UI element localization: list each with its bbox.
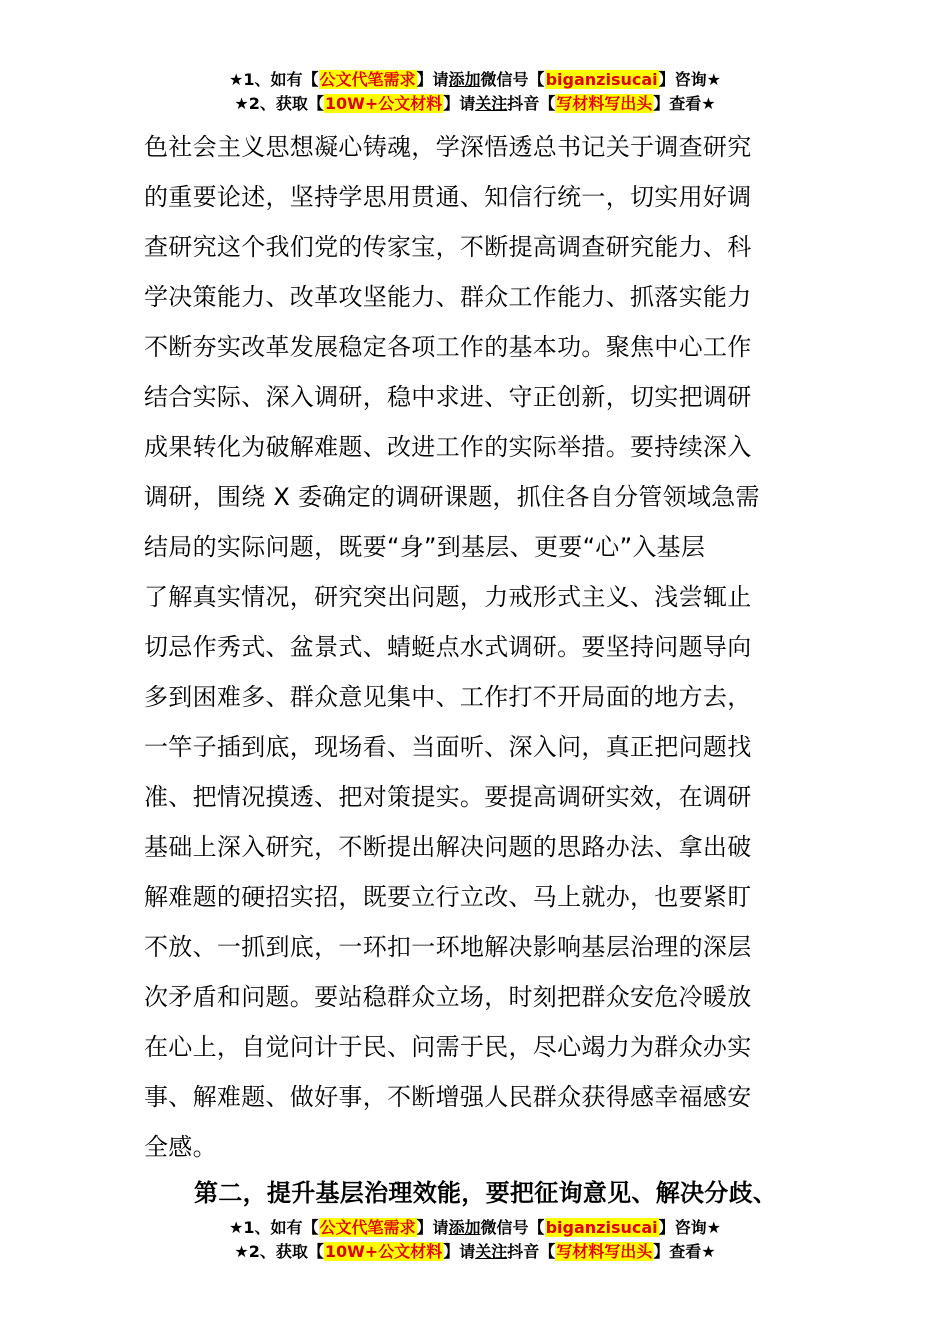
banner-text: 】咨询★ — [658, 1218, 721, 1237]
document-body — [144, 122, 812, 1172]
banner-text: 】查看★ — [653, 94, 716, 113]
banner-text-underlined: 关注 — [475, 94, 508, 113]
banner-text: 】查看★ — [653, 1242, 716, 1261]
body-line: 解难题的硬招实招，既要立行立改、马上就办，也要紧盯 — [144, 883, 752, 911]
banner-text-underlined: 添加 — [448, 70, 481, 89]
body-line: 的重要论述，坚持学思用贯通、知信行统一，切实用好调 — [144, 183, 752, 211]
banner-text: 抖音【 — [507, 94, 556, 113]
banner-text-underlined: 关注 — [475, 1242, 508, 1261]
banner-text: 】请 — [443, 1242, 476, 1261]
footer-banner — [0, 1216, 950, 1264]
highlight-wechat-id: biganzisucai — [545, 70, 658, 89]
banner-line-1 — [0, 1216, 950, 1240]
body-line: 在心上，自觉问计于民、问需于民，尽心竭力为群众办实 — [144, 1033, 752, 1061]
highlight-douyin-account: 写材料写出头 — [556, 94, 653, 113]
body-line: 结合实际、深入调研，稳中求进、守正创新，切实把调研 — [144, 383, 752, 411]
banner-line-2 — [0, 92, 950, 116]
banner-text: 】咨询★ — [658, 70, 721, 89]
highlight-materials: 10W+公文材料 — [324, 94, 443, 113]
banner-text: ★1、如有【 — [229, 1218, 319, 1237]
banner-text: 微信号【 — [480, 1218, 545, 1237]
section-heading: 第二，提升基层治理效能，要把征询意见、解决分歧、 — [194, 1179, 778, 1207]
highlight-douyin-account: 写材料写出头 — [556, 1242, 653, 1261]
body-line: 成果转化为破解难题、改进工作的实际举措。要持续深入 — [144, 433, 752, 461]
header-banner — [0, 68, 950, 116]
body-line: 全感。 — [144, 1133, 217, 1161]
body-line: 多到困难多、群众意见集中、工作打不开局面的地方去， — [144, 683, 752, 711]
highlight-service: 公文代笔需求 — [319, 1218, 416, 1237]
body-line: 结局的实际问题，既要“身”到基层、更要“心”入基层 — [144, 533, 706, 561]
banner-line-2 — [0, 1240, 950, 1264]
body-line: 查研究这个我们党的传家宝，不断提高调查研究能力、科 — [144, 233, 752, 261]
highlight-service: 公文代笔需求 — [319, 70, 416, 89]
banner-text: 微信号【 — [480, 70, 545, 89]
banner-text: ★1、如有【 — [229, 70, 319, 89]
body-line: 学决策能力、改革攻坚能力、群众工作能力、抓落实能力 — [144, 283, 752, 311]
body-line: 了解真实情况，研究突出问题，力戒形式主义、浅尝辄止 — [144, 583, 752, 611]
banner-line-1 — [0, 68, 950, 92]
banner-text: ★2、获取【 — [234, 94, 324, 113]
banner-text: ★2、获取【 — [234, 1242, 324, 1261]
body-line: 调研，围绕 X 委确定的调研课题，抓住各自分管领域急需 — [144, 483, 760, 511]
banner-text-underlined: 添加 — [448, 1218, 481, 1237]
body-line: 次矛盾和问题。要站稳群众立场，时刻把群众安危冷暖放 — [144, 983, 752, 1011]
body-line: 基础上深入研究，不断提出解决问题的思路办法、拿出破 — [144, 833, 752, 861]
highlight-materials: 10W+公文材料 — [324, 1242, 443, 1261]
banner-text: 】请 — [416, 70, 449, 89]
body-line: 不放、一抓到底，一环扣一环地解决影响基层治理的深层 — [144, 933, 752, 961]
body-line: 切忌作秀式、盆景式、蜻蜓点水式调研。要坚持问题导向 — [144, 633, 752, 661]
highlight-wechat-id: biganzisucai — [545, 1218, 658, 1237]
body-line: 色社会主义思想凝心铸魂，学深悟透总书记关于调查研究 — [144, 133, 752, 161]
body-line: 一竿子插到底，现场看、当面听、深入问，真正把问题找 — [144, 733, 752, 761]
banner-text: 】请 — [416, 1218, 449, 1237]
banner-text: 抖音【 — [507, 1242, 556, 1261]
body-line: 不断夯实改革发展稳定各项工作的基本功。聚焦中心工作 — [144, 333, 752, 361]
banner-text: 】请 — [443, 94, 476, 113]
body-line: 准、把情况摸透、把对策提实。要提高调研实效，在调研 — [144, 783, 752, 811]
body-line: 事、解难题、做好事，不断增强人民群众获得感幸福感安 — [144, 1083, 752, 1111]
